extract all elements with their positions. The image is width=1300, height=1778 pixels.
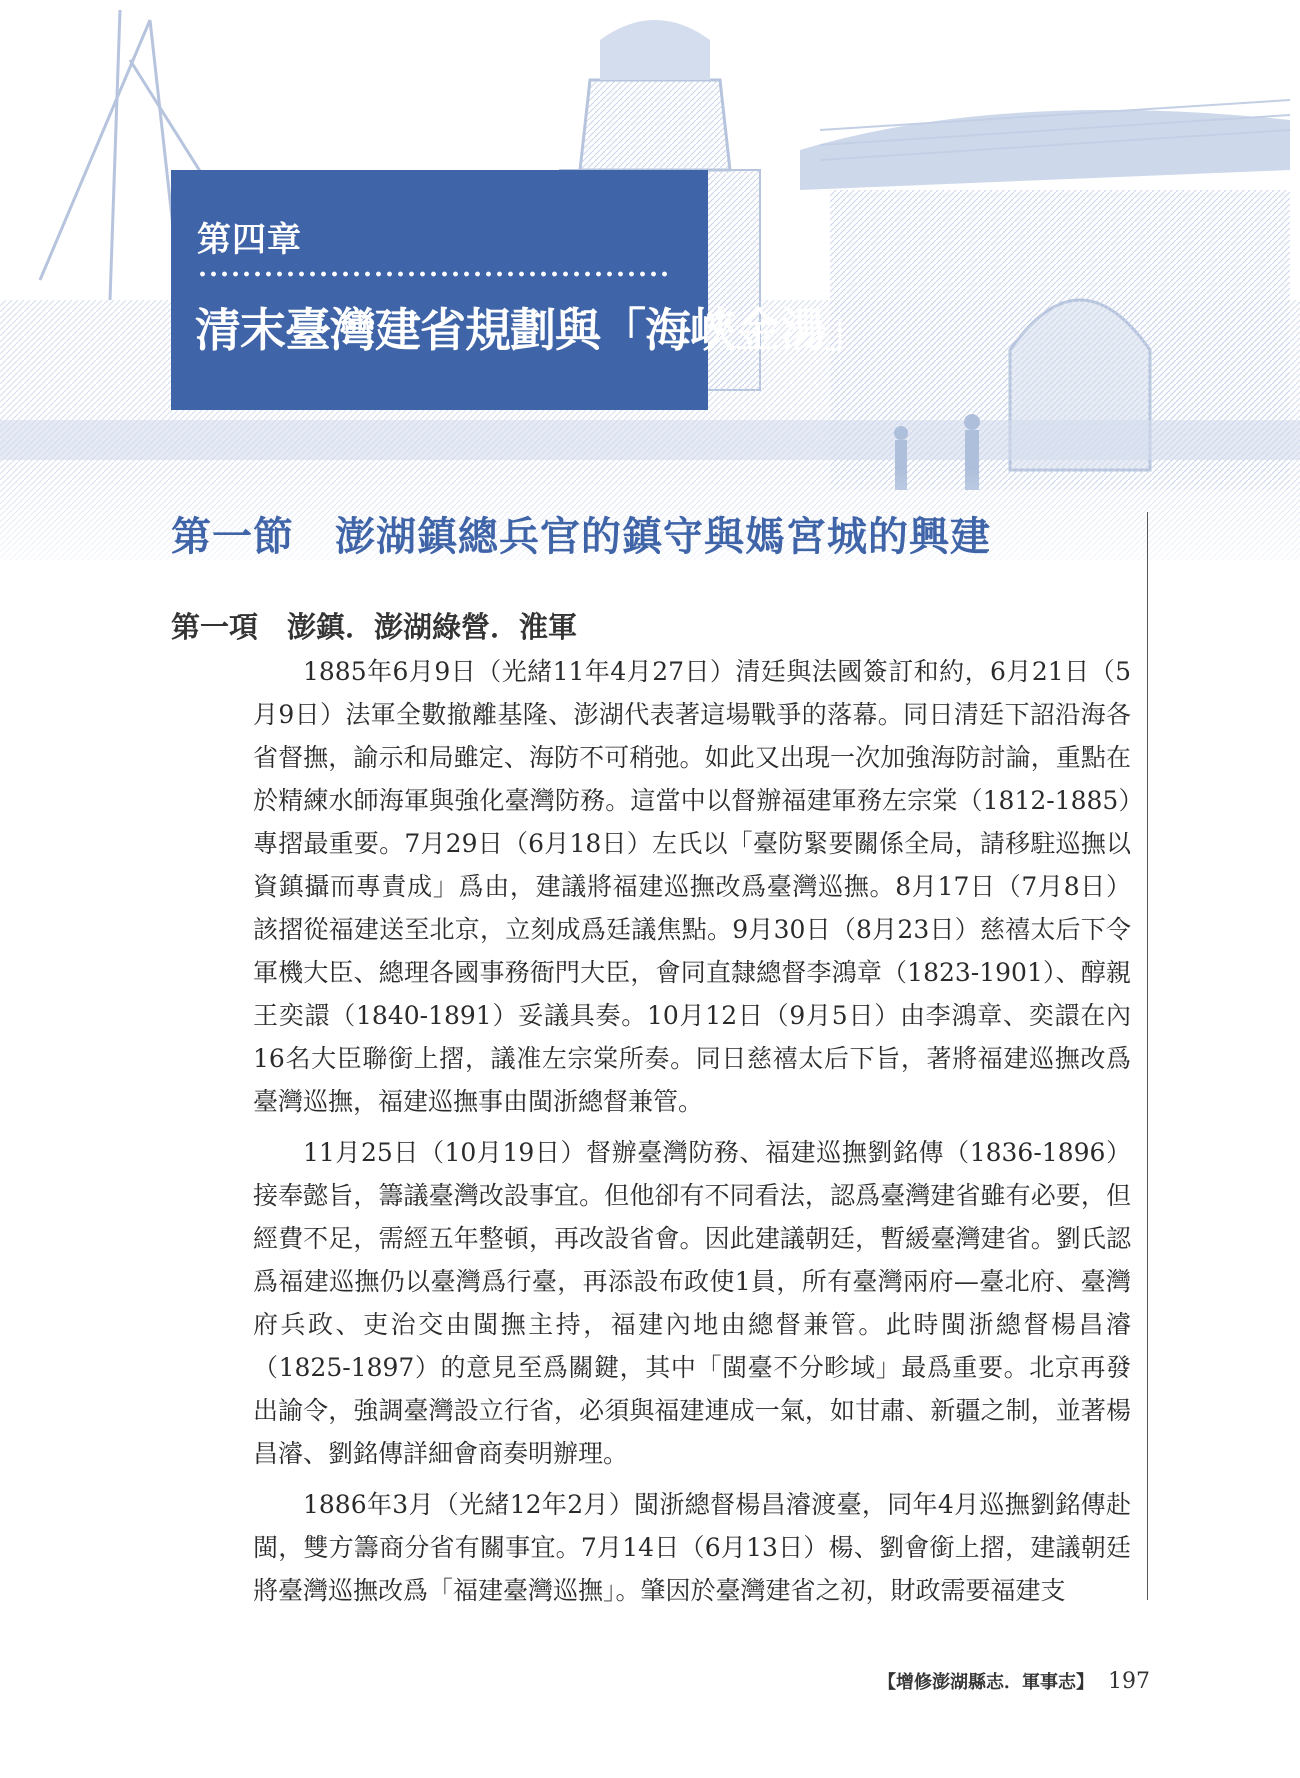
paragraph: 1886年3月（光緒12年2月）閩浙總督楊昌濬渡臺，同年4月巡撫劉銘傳赴閩，雙方籌商分省有關事宜。7月14日（6月13日）楊、劉會銜上摺，建議朝廷將臺灣巡撫改爲「福建臺灣巡撫」。肇因於臺灣建省之初，財政需要福建支 bbox=[253, 1490, 1131, 1605]
margin-rule bbox=[1147, 512, 1148, 1600]
book-title: 【增修澎湖縣志．軍事志】 bbox=[878, 1672, 1094, 1693]
body-text bbox=[253, 650, 1131, 1620]
chapter-label: 第四章 bbox=[197, 220, 302, 260]
chapter-title: 清末臺灣建省規劃與「海峽金湯」 bbox=[195, 303, 870, 357]
paragraph: 1885年6月9日（光緒11年4月27日）清廷與法國簽訂和約，6月21日（5月9日）法軍全數撤離基隆、澎湖代表著這場戰爭的落幕。同日清廷下詔沿海各省督撫，諭示和局雖定、海防不可稍弛。如此又出現一次加強海防討論，重點在於精練水師海軍與強化臺灣防務。這當中以督辦福建軍務左宗棠（1812-1885）專摺最重要。7月29日（6月18日）左氏以「臺防緊要關係全局，請移駐巡撫以資鎮攝而專責成」爲由，建議將福建巡撫改爲臺灣巡撫。8月17日（7月8日）該摺從福建送至北京，立刻成爲廷議焦點。9月30日（8月23日）慈禧太后下令軍機大臣、總理各國事務衙門大臣，會同直隸總督李鴻章（1823-1901）、醇親王奕譞（1840-1891）妥議具奏。10月12日（9月5日）由李鴻章、奕譞在內16名大臣聯銜上摺，議准左宗棠所奏。同日慈禧太后下旨，著將福建巡撫改爲臺灣巡撫，福建巡撫事由閩浙總督兼管。 bbox=[253, 657, 1131, 1116]
dotted-divider bbox=[197, 270, 667, 278]
page-number: 197 bbox=[1108, 1669, 1150, 1694]
page-footer bbox=[0, 1668, 1150, 1694]
section-title: 第一節 澎湖鎮總兵官的鎮守與媽宮城的興建 bbox=[171, 513, 991, 560]
chapter-heading-box bbox=[171, 170, 870, 410]
paragraph: 11月25日（10月19日）督辦臺灣防務、福建巡撫劉銘傳（1836-1896）接奉懿旨，籌議臺灣改設事宜。但他卻有不同看法，認爲臺灣建省雖有必要，但經費不足，需經五年整頓，再改設省會。因此建議朝廷，暫緩臺灣建省。劉氏認爲福建巡撫仍以臺灣爲行臺，再添設布政使1員，所有臺灣兩府—臺北府、臺灣府兵政、吏治交由閩撫主持，福建內地由總督兼管。此時閩浙總督楊昌濬（1825-1897）的意見至爲關鍵，其中「閩臺不分畛域」最爲重要。北京再發出諭令，強調臺灣設立行省，必須與福建連成一氣，如甘肅、新疆之制，並著楊昌濬、劉銘傳詳細會商奏明辦理。 bbox=[253, 1138, 1131, 1468]
item-title: 第一項 澎鎮．澎湖綠營．淮軍 bbox=[171, 610, 578, 644]
